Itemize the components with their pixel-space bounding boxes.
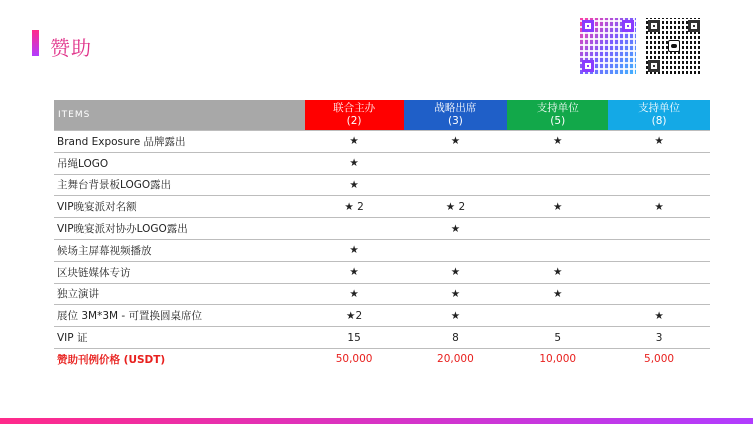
table-cell	[608, 261, 710, 283]
table-cell: ★	[507, 283, 608, 305]
table-cell	[507, 152, 608, 174]
price-cell: 50,000	[335, 353, 373, 366]
table-cell	[404, 174, 508, 196]
table-cell: ★	[608, 131, 710, 153]
qr-code-left	[580, 18, 636, 74]
table-row	[54, 261, 710, 283]
tier-name: 支持单位	[638, 102, 681, 114]
table-row	[54, 174, 710, 196]
qr-finder-pattern	[688, 20, 700, 32]
tier-count: (5)	[550, 115, 566, 127]
row-label: VIP 证	[54, 327, 305, 349]
table-cell: 5	[507, 327, 608, 349]
header-tier-4	[608, 100, 710, 131]
qr-finder-pattern	[648, 60, 660, 72]
price-cell: 20,000	[437, 353, 474, 366]
row-label: 独立演讲	[54, 283, 305, 305]
table-row	[54, 152, 710, 174]
row-label: 主舞台背景板LOGO露出	[54, 174, 305, 196]
table-cell	[608, 174, 710, 196]
table-row	[54, 239, 710, 261]
table-cell: ★	[305, 152, 404, 174]
qr-finder-pattern	[582, 20, 594, 32]
table-cell: ★	[305, 131, 404, 153]
page-title: 赞助	[50, 36, 92, 60]
tier-name: 战略出席	[434, 102, 477, 114]
table-cell: ★ 2	[404, 196, 508, 218]
tier-name: 联合主办	[333, 102, 376, 114]
sponsorship-table	[54, 100, 710, 370]
row-label: 候场主屏幕视频播放	[54, 239, 305, 261]
table-cell: ★	[404, 305, 508, 327]
tier-count: (3)	[447, 115, 463, 127]
table-row	[54, 305, 710, 327]
table-cell: ★	[507, 196, 608, 218]
header-tier-1	[305, 100, 404, 131]
tier-count: (8)	[651, 115, 667, 127]
row-label: 展位 3M*3M - 可置换圆桌席位	[54, 305, 305, 327]
row-label: Brand Exposure 品牌露出	[54, 131, 305, 153]
table-cell	[404, 239, 508, 261]
table-cell: 3	[608, 327, 710, 349]
table-row	[54, 196, 710, 218]
price-row	[54, 348, 710, 369]
header-tier-3	[507, 100, 608, 131]
table-row	[54, 131, 710, 153]
table-cell: ★	[608, 305, 710, 327]
table-row	[54, 327, 710, 349]
price-label: 赞助刊例价格 (USDT)	[57, 353, 166, 366]
row-label: VIP晚宴派对名额	[54, 196, 305, 218]
table-cell	[305, 218, 404, 240]
table-cell: ★	[404, 261, 508, 283]
table-cell	[608, 239, 710, 261]
qr-code-right	[646, 18, 702, 74]
table-cell: ★	[305, 283, 404, 305]
table-cell: ★	[507, 261, 608, 283]
tier-name: 支持单位	[536, 102, 579, 114]
table-cell: ★ 2	[305, 196, 404, 218]
row-label: 吊绳LOGO	[54, 152, 305, 174]
table-cell	[507, 305, 608, 327]
title-accent-bar	[32, 30, 39, 56]
table-cell	[608, 218, 710, 240]
table-cell	[507, 239, 608, 261]
row-label: VIP晚宴派对协办LOGO露出	[54, 218, 305, 240]
table-cell: ★	[305, 174, 404, 196]
table-cell: ★	[305, 239, 404, 261]
price-cell: 5,000	[644, 353, 675, 366]
table-cell	[608, 152, 710, 174]
table-cell: ★2	[305, 305, 404, 327]
table-cell: ★	[507, 131, 608, 153]
bottom-gradient-bar	[0, 418, 753, 424]
table-row	[54, 283, 710, 305]
qr-finder-pattern	[648, 20, 660, 32]
table-cell	[507, 174, 608, 196]
table-cell	[608, 283, 710, 305]
header-tier-2	[404, 100, 508, 131]
table-cell	[404, 152, 508, 174]
table-cell: ★	[608, 196, 710, 218]
header-items: ITEMS	[54, 100, 305, 131]
table-cell: ★	[404, 283, 508, 305]
table-cell: ★	[404, 131, 508, 153]
table-cell: ★	[404, 218, 508, 240]
wechat-icon	[668, 40, 680, 52]
table-cell: 15	[305, 327, 404, 349]
table-cell	[507, 218, 608, 240]
tier-count: (2)	[346, 115, 362, 127]
table-row	[54, 218, 710, 240]
table-header-row	[54, 100, 710, 131]
table-cell: 8	[404, 327, 508, 349]
qr-finder-pattern	[622, 20, 634, 32]
price-cell: 10,000	[539, 353, 577, 366]
table-cell: ★	[305, 261, 404, 283]
row-label: 区块链媒体专访	[54, 261, 305, 283]
qr-finder-pattern	[582, 60, 594, 72]
